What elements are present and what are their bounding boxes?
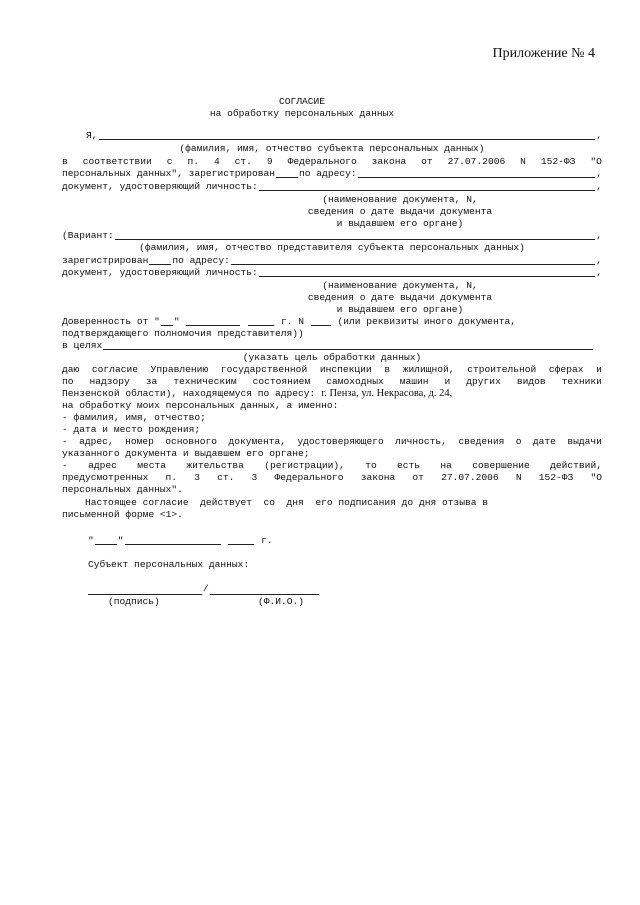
sign-year-field[interactable] [228, 535, 254, 545]
signature-field[interactable] [88, 593, 202, 595]
subject-doc-caption-1: (наименование документа, N, [322, 194, 478, 205]
representative-address-field[interactable] [231, 264, 595, 265]
representative-gender-suffix-field[interactable] [149, 255, 171, 265]
list-item-fio: - фамилия, имя, отчество; [62, 412, 206, 423]
sign-month-field[interactable] [125, 535, 221, 545]
signature-fio-field[interactable] [210, 593, 319, 595]
representative-name-line: (Вариант: , [62, 230, 602, 241]
signature-fio-caption: (Ф.И.О.) [258, 596, 305, 607]
document-title: СОГЛАСИЕ [278, 96, 326, 107]
subject-signature-label-line: Субъект персональных данных: [88, 559, 250, 570]
consent-line-4: на обработку моих персональных данных, а именно: [62, 400, 339, 411]
subject-fio-field[interactable] [99, 139, 596, 140]
list-item-residence-2: предусмотренных п. 3 ст. 3 Федерального закона от 27.07.2006 N 152-ФЗ "О [62, 472, 602, 483]
representative-doc-caption-1: (наименование документа, N, [322, 280, 478, 291]
list-item-residence-1: - адрес места жительства (регистрации), то есть на совершение действий, [62, 460, 602, 471]
representative-doc-caption-2: сведения о дате выдачи документа [307, 292, 493, 303]
subject-document-line: документ, удостоверяющий личность: , [62, 181, 602, 192]
purpose-line: в целях [62, 340, 594, 352]
subject-name-line: Я, , [62, 130, 602, 142]
poa-month-field[interactable] [186, 316, 240, 326]
sign-day-field[interactable] [95, 535, 117, 545]
i-label: Я, [86, 130, 98, 141]
validity-line-2: письменной форме <1>. [62, 509, 183, 520]
subject-address-field[interactable] [358, 177, 596, 178]
inspection-address: г. Пенза, ул. Некрасова, д. 24, [321, 388, 453, 399]
power-of-attorney-line-2: подтверждающего полномочия представителя)) [62, 328, 304, 339]
representative-document-line: документ, удостоверяющий личность: , [62, 267, 602, 278]
consent-line-2: по надзору за техническим состоянием самоходных машин и других видов техники [62, 376, 602, 387]
poa-number-field[interactable] [311, 316, 331, 326]
subject-fio-caption: (фамилия, имя, отчество субъекта персональных данных) [179, 143, 485, 154]
list-item-address-doc-2: указанного документа и выдавшем его органе; [62, 448, 310, 459]
subject-address-line: персональных данных", зарегистрирован по адресу: , [62, 168, 602, 179]
list-item-address-doc-1: - адрес, номер основного документа, удостоверяющего личность, сведения о дате выдачи [62, 436, 602, 447]
gender-suffix-field[interactable] [276, 168, 298, 178]
law-reference-line: в соответствии с п. 4 ст. 9 Федерального закона от 27.07.2006 N 152-ФЗ "О [62, 156, 602, 167]
appendix-number: Приложение № 4 [492, 46, 595, 61]
subject-doc-caption-3: и выдавшем его органе) [336, 218, 464, 229]
purpose-field[interactable] [103, 349, 593, 350]
representative-fio-field[interactable] [115, 239, 595, 240]
subject-document-field[interactable] [259, 190, 595, 191]
signing-date-line: " " г. [88, 535, 273, 546]
purpose-caption: (указать цель обработки данных) [242, 352, 422, 363]
list-item-birth: - дата и место рождения; [62, 424, 201, 435]
document-subtitle: на обработку персональных данных [209, 108, 395, 119]
consent-line-1: даю согласие Управлению государственной инспекции в жилищной, строительной сферах и [62, 364, 602, 375]
subject-doc-caption-2: сведения о дате выдачи документа [307, 206, 493, 217]
poa-day-field[interactable] [161, 316, 173, 326]
poa-year-field[interactable] [248, 316, 274, 326]
signature-slash: / [203, 583, 209, 594]
representative-doc-caption-3: и выдавшем его органе) [336, 304, 464, 315]
signature-caption: (подпись) [108, 596, 160, 607]
validity-line-1: Настоящее согласие действует со дня его подписания до дня отзыва в [62, 497, 489, 508]
consent-line-3: Пензенской области), находящемуся по адресу: г. Пенза, ул. Некрасова, д. 24, [62, 388, 453, 399]
power-of-attorney-line: Доверенность от " " г. N (или реквизиты иного документа, [62, 316, 516, 327]
representative-fio-caption: (фамилия, имя, отчество представителя субъекта персональных данных) [139, 242, 525, 253]
list-item-residence-3: персональных данных". [62, 484, 183, 495]
representative-document-field[interactable] [259, 276, 595, 277]
representative-address-line: зарегистрирован по адресу: , [62, 255, 602, 266]
